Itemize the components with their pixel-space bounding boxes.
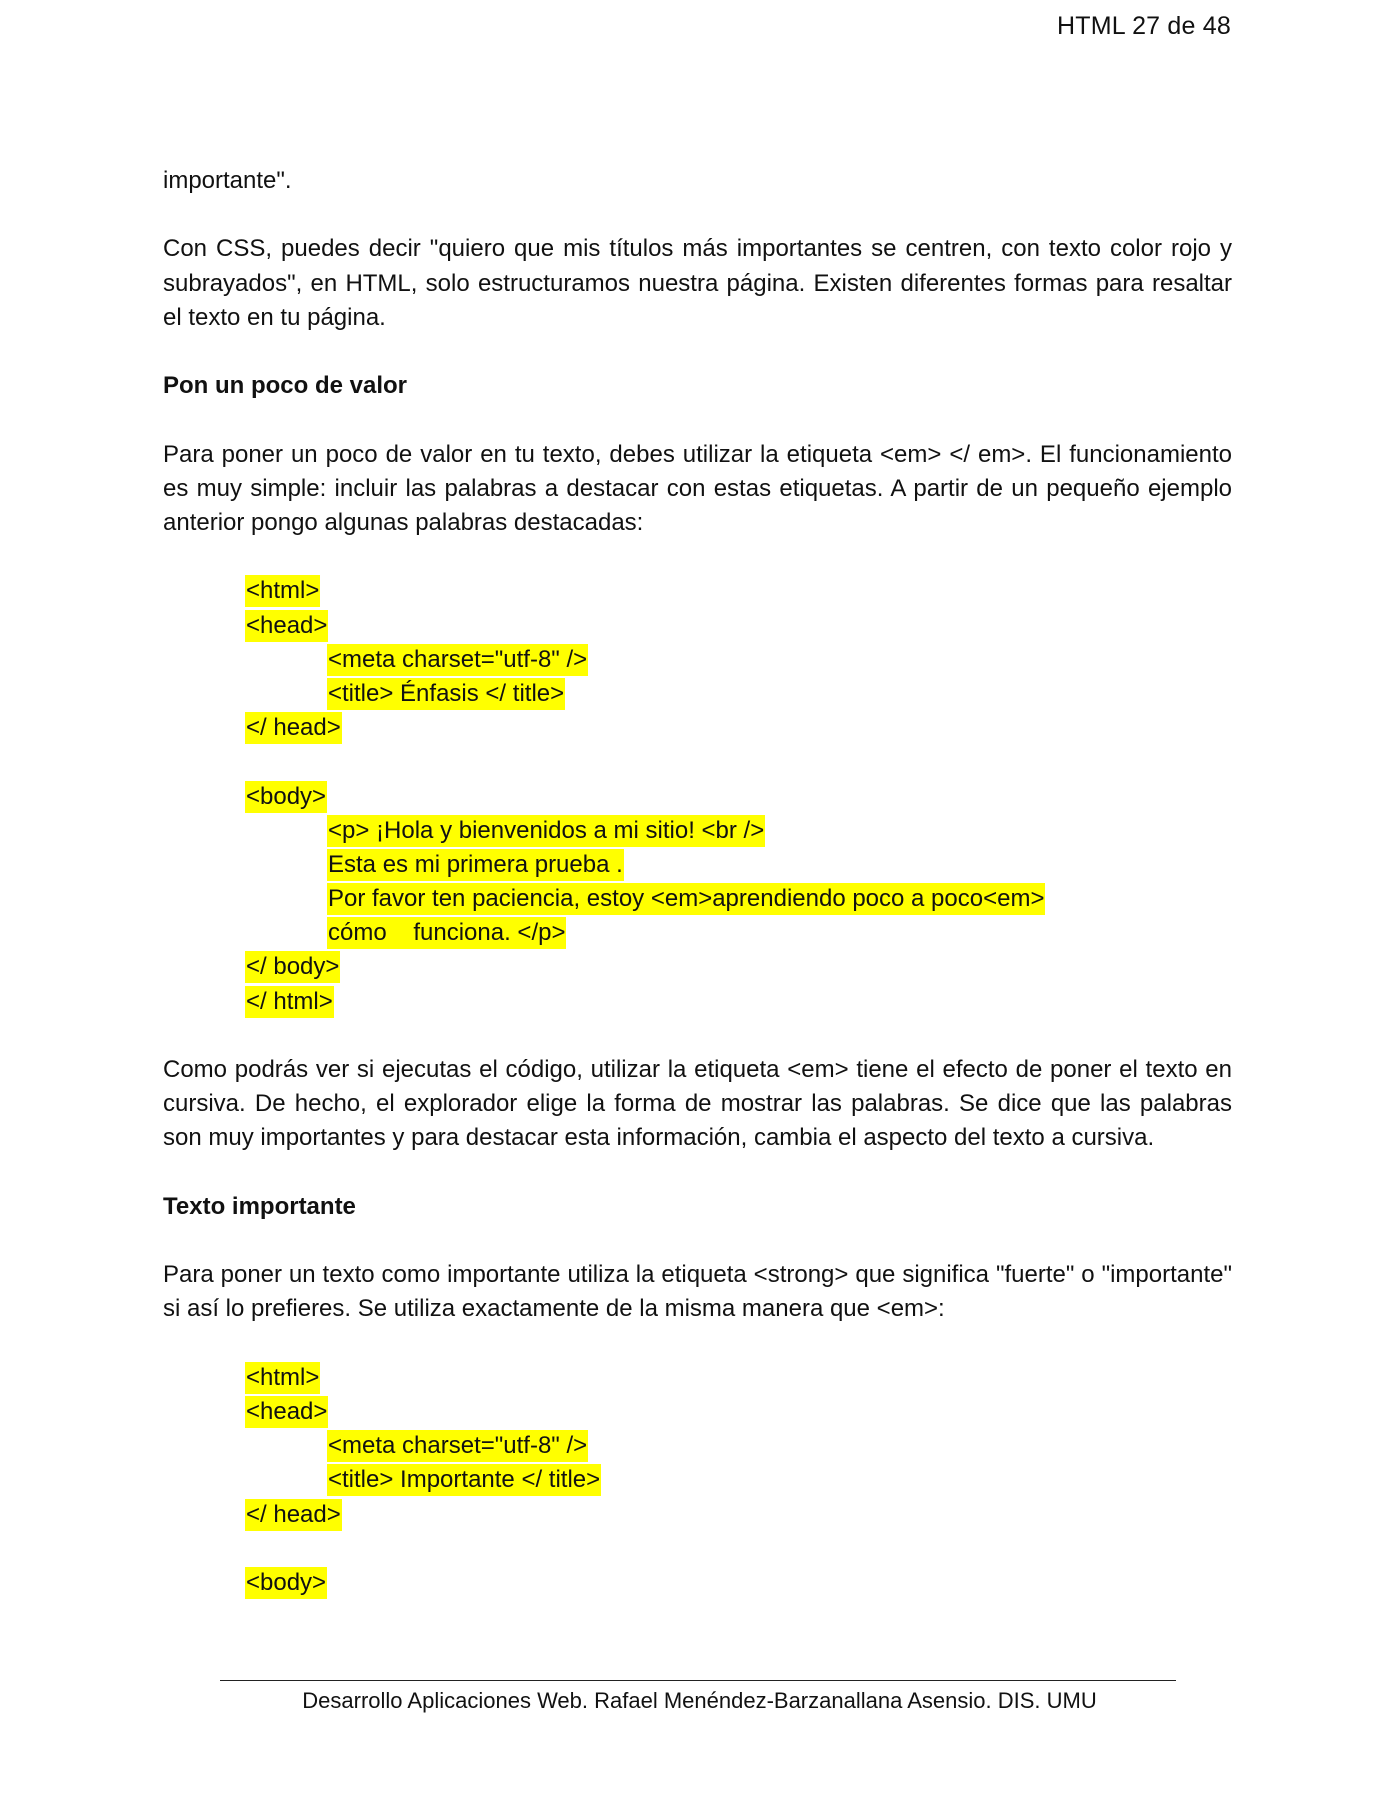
- paragraph-continuation: importante".: [163, 167, 292, 194]
- code-line: [163, 711, 1232, 745]
- code-line: [163, 950, 1232, 984]
- code-text: Esta es mi primera prueba .: [327, 849, 624, 881]
- code-line: [163, 985, 1232, 1019]
- code-line: [163, 1566, 1232, 1600]
- code-text: <meta charset="utf-8" />: [327, 644, 588, 676]
- code-line: [163, 677, 1232, 711]
- code-line: [163, 609, 1232, 643]
- paragraph-em-intro: Para poner un poco de valor en tu texto, debes utilizar la etiqueta <em> </ em>. El funcionamiento es muy simple: incluir las palabras a destacar con estas etiquetas. A partir de un pequeño ejemplo anterior pongo algunas palabras destacadas:: [163, 440, 1232, 536]
- code-line: [163, 814, 1232, 848]
- paragraph-strong-intro: Para poner un texto como importante utiliza la etiqueta <strong> que significa "fuerte" o "importante" si así lo prefieres. Se utiliza exactamente de la misma manera que <em>:: [163, 1261, 1232, 1323]
- code-line: [163, 643, 1232, 677]
- code-line: [163, 1463, 1232, 1497]
- code-text: <html>: [245, 1362, 320, 1394]
- code-line: [163, 1395, 1232, 1429]
- document-body: [163, 164, 1232, 1634]
- code-line: [163, 780, 1232, 814]
- code-text: <head>: [245, 610, 328, 642]
- code-text: <p> ¡Hola y bienvenidos a mi sitio! <br />: [327, 815, 765, 847]
- footer-credit: Desarrollo Aplicaciones Web. Rafael Menéndez-Barzanallana Asensio. DIS. UMU: [302, 1688, 1097, 1713]
- code-line: [163, 1429, 1232, 1463]
- section-heading-valor: Pon un poco de valor: [163, 372, 408, 400]
- paragraph-em-effect: Como podrás ver si ejecutas el código, utilizar la etiqueta <em> tiene el efecto de poner el texto en cursiva. De hecho, el explorador elige la forma de mostrar las palabras. Se dice que las palabras son muy importantes y para destacar esta información, cambia el aspecto del texto a cursiva.: [163, 1056, 1232, 1152]
- code-line: [163, 848, 1232, 882]
- code-line: [163, 1361, 1232, 1395]
- footer-divider: [220, 1680, 1176, 1681]
- code-example-em: [163, 574, 1232, 1018]
- code-example-strong: [163, 1361, 1232, 1600]
- code-text: </ head>: [245, 712, 342, 744]
- code-text: <body>: [245, 1567, 327, 1599]
- code-text: <meta charset="utf-8" />: [327, 1430, 588, 1462]
- code-text: <title> Énfasis </ title>: [327, 678, 565, 710]
- code-text: </ body>: [245, 951, 340, 983]
- page-number-header: HTML 27 de 48: [1057, 12, 1231, 40]
- code-text: Por favor ten paciencia, estoy <em>aprendiendo poco a poco<em>: [327, 883, 1045, 915]
- code-text: </ head>: [245, 1499, 342, 1531]
- code-text: </ html>: [245, 986, 334, 1018]
- code-blank-line: [163, 745, 1232, 779]
- code-blank-line: [163, 1532, 1232, 1566]
- section-heading-importante: Texto importante: [163, 1192, 356, 1220]
- code-text: cómo funciona. </p>: [327, 917, 566, 949]
- code-text: <head>: [245, 1396, 328, 1428]
- code-line: [163, 1498, 1232, 1532]
- code-line: [163, 916, 1232, 950]
- code-text: <html>: [245, 575, 320, 607]
- code-text: <title> Importante </ title>: [327, 1464, 601, 1496]
- code-line: [163, 882, 1232, 916]
- code-text: <body>: [245, 781, 327, 813]
- paragraph-css-intro: Con CSS, puedes decir "quiero que mis títulos más importantes se centren, con texto color rojo y subrayados", en HTML, solo estructuramos nuestra página. Existen diferentes formas para resaltar el texto en tu página.: [163, 235, 1232, 331]
- code-line: [163, 574, 1232, 608]
